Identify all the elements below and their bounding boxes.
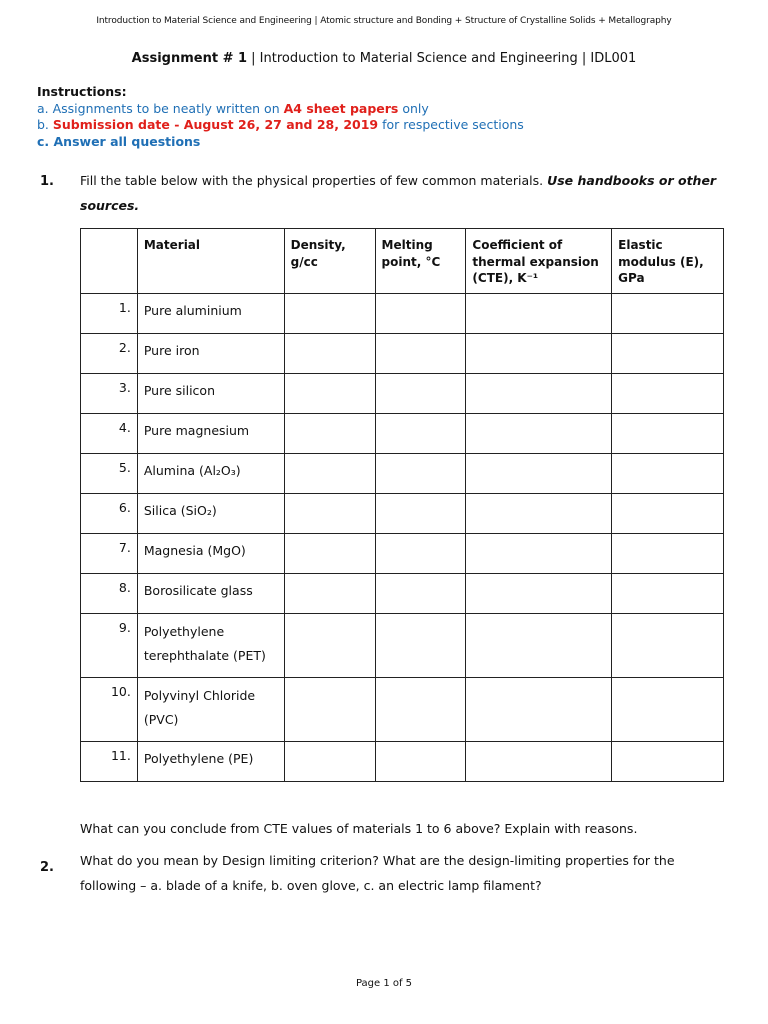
cte-cell[interactable] (466, 454, 612, 494)
assignment-title (0, 51, 768, 66)
question-2-number: 2. (40, 860, 54, 875)
table-header-row (81, 229, 724, 294)
table-row (81, 742, 724, 782)
elastic-cell[interactable] (612, 454, 724, 494)
elastic-cell[interactable] (612, 374, 724, 414)
properties-table (80, 228, 724, 782)
cte-cell[interactable] (466, 374, 612, 414)
row-material: Polyethylene terephthalate (PET) (137, 614, 284, 678)
melting-cell[interactable] (375, 414, 466, 454)
density-cell[interactable] (284, 454, 375, 494)
page-number: Page 1 of 5 (355, 978, 413, 989)
row-material: Pure magnesium (137, 414, 284, 454)
row-material: Borosilicate glass (137, 574, 284, 614)
elastic-cell[interactable] (612, 494, 724, 534)
elastic-cell[interactable] (612, 534, 724, 574)
instruction-b (37, 117, 524, 134)
instruction-b-prefix: b. (37, 117, 53, 132)
density-cell[interactable] (284, 678, 375, 742)
row-number: 5. (81, 454, 138, 494)
row-material: Alumina (Al₂O₃) (137, 454, 284, 494)
table-row (81, 534, 724, 574)
question-2-text: What do you mean by Design limiting criterion? What are the design-limiting properties for the following – a. blade of a knife, b. oven glove, c. an electric lamp filament? (80, 853, 675, 893)
row-number: 3. (81, 374, 138, 414)
header-material: Material (137, 229, 284, 294)
density-cell[interactable] (284, 534, 375, 574)
density-cell[interactable] (284, 494, 375, 534)
row-material: Polyvinyl Chloride (PVC) (137, 678, 284, 742)
table-row (81, 454, 724, 494)
melting-cell[interactable] (375, 494, 466, 534)
table-row (81, 414, 724, 454)
density-cell[interactable] (284, 574, 375, 614)
table-row (81, 678, 724, 742)
header-number (81, 229, 138, 294)
row-number: 10. (81, 678, 138, 742)
cte-cell[interactable] (466, 334, 612, 374)
row-material: Silica (SiO₂) (137, 494, 284, 534)
cte-cell[interactable] (466, 414, 612, 454)
density-cell[interactable] (284, 294, 375, 334)
elastic-cell[interactable] (612, 678, 724, 742)
density-cell[interactable] (284, 614, 375, 678)
instruction-a-suffix: only (398, 100, 429, 116)
density-cell[interactable] (284, 334, 375, 374)
row-number: 8. (81, 574, 138, 614)
cte-cell[interactable] (466, 534, 612, 574)
melting-cell[interactable] (375, 742, 466, 782)
instruction-c: c. Answer all questions (37, 133, 201, 149)
row-material: Magnesia (MgO) (137, 534, 284, 574)
assignment-course: | Introduction to Material Science and Engineering | IDL001 (247, 51, 637, 66)
cte-cell[interactable] (466, 294, 612, 334)
cte-cell[interactable] (466, 494, 612, 534)
melting-cell[interactable] (375, 574, 466, 614)
row-number: 7. (81, 534, 138, 574)
elastic-cell[interactable] (612, 742, 724, 782)
row-number: 6. (81, 494, 138, 534)
melting-cell[interactable] (375, 534, 466, 574)
question-1-text (80, 168, 730, 218)
table-row (81, 574, 724, 614)
assignment-label: Assignment # 1 (131, 51, 248, 66)
instructions-block (37, 84, 524, 150)
melting-cell[interactable] (375, 374, 466, 414)
melting-cell[interactable] (375, 614, 466, 678)
running-header: Introduction to Material Science and Engineering | Atomic structure and Bonding + Structure of Crystalline Solids + Metallography (96, 16, 672, 26)
question-1-number: 1. (40, 174, 54, 189)
table-row (81, 374, 724, 414)
row-number: 9. (81, 614, 138, 678)
table-row (81, 334, 724, 374)
cte-cell[interactable] (466, 678, 612, 742)
row-number: 2. (81, 334, 138, 374)
instruction-a-prefix: a. Assignments to be neatly written on (37, 100, 284, 116)
melting-cell[interactable] (375, 678, 466, 742)
elastic-cell[interactable] (612, 334, 724, 374)
melting-cell[interactable] (375, 334, 466, 374)
elastic-cell[interactable] (612, 414, 724, 454)
header-elastic: Elastic modulus (E), GPa (612, 229, 724, 294)
row-number: 4. (81, 414, 138, 454)
table-row (81, 494, 724, 534)
instructions-title: Instructions: (37, 84, 127, 99)
question-1-body: Fill the table below with the physical properties of few common materials. (80, 173, 548, 188)
header-density: Density, g/cc (284, 229, 375, 294)
header-cte: Coefficient of thermal expansion (CTE), K⁻¹ (466, 229, 612, 294)
cte-cell[interactable] (466, 614, 612, 678)
instruction-a-highlight: A4 sheet papers (283, 100, 399, 116)
row-material: Pure silicon (137, 374, 284, 414)
row-material: Polyethylene (PE) (137, 742, 284, 782)
elastic-cell[interactable] (612, 574, 724, 614)
melting-cell[interactable] (375, 294, 466, 334)
elastic-cell[interactable] (612, 614, 724, 678)
melting-cell[interactable] (375, 454, 466, 494)
cte-cell[interactable] (466, 574, 612, 614)
instruction-b-highlight: Submission date - August 26, 27 and 28, 2019 (52, 117, 379, 132)
density-cell[interactable] (284, 742, 375, 782)
row-material: Pure iron (137, 334, 284, 374)
table-row (81, 294, 724, 334)
question-1-followup: What can you conclude from CTE values of materials 1 to 6 above? Explain with reasons. (80, 821, 638, 836)
table-row (81, 614, 724, 678)
cte-cell[interactable] (466, 742, 612, 782)
header-melting: Melting point, °C (375, 229, 466, 294)
elastic-cell[interactable] (612, 294, 724, 334)
density-cell[interactable] (284, 414, 375, 454)
question-1-emphasis: Use handbooks or other sources. (80, 173, 717, 213)
instruction-a (37, 101, 524, 118)
row-material: Pure aluminium (137, 294, 284, 334)
row-number: 11. (81, 742, 138, 782)
row-number: 1. (81, 294, 138, 334)
density-cell[interactable] (284, 374, 375, 414)
instruction-b-suffix: for respective sections (378, 117, 524, 132)
